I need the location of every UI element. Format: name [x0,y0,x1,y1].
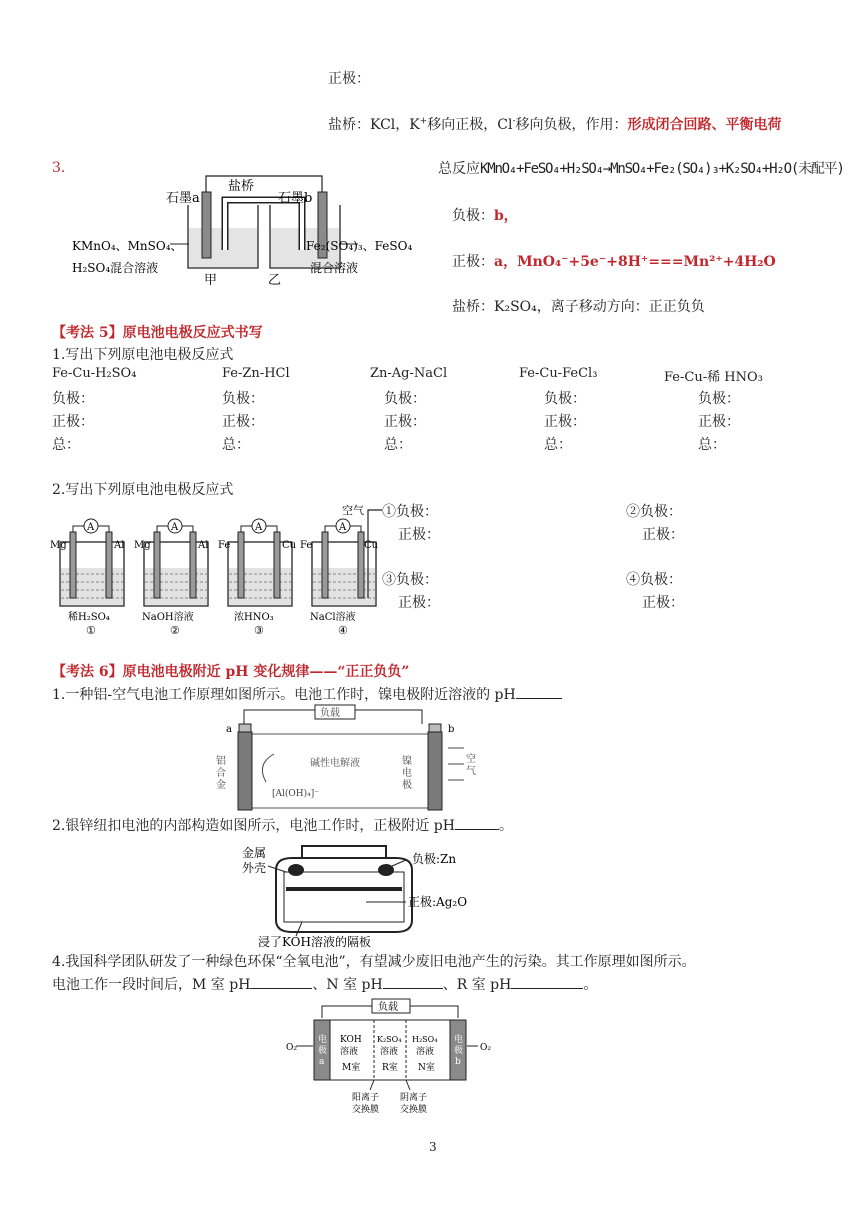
beaker-yi-label: 乙 [268,273,282,288]
svg-text:M室: M室 [342,1063,361,1073]
question-number-3: 3. [52,160,66,176]
salt-bridge-cell-figure [70,170,413,290]
svg-text:碱性电解液: 碱性电解液 [310,758,360,769]
unbalanced-note: (未配平) [790,161,844,177]
salt-bridge-mid: 移向正极，Cl [427,117,513,133]
cell-4-label: Fe-Cu-FeCl₃ [519,366,598,381]
section6-q4-line2: 电池工作一段时间后，M 室 pH 、N 室 pH 、R 室 pH 。 [52,977,598,993]
q3-positive-answer: a，MnO₄⁻+5e⁻+8H⁺===Mn²⁺+4H₂O [494,254,776,270]
svg-text:[Al(OH)₄]⁻: [Al(OH)₄]⁻ [272,789,320,799]
svg-text:镍: 镍 [402,756,412,767]
salt-bridge-function: 形成闭合回路、平衡电荷 [627,117,782,133]
row-neg-2: 负极： [222,391,264,407]
salt-bridge-suffix: 移向负极，作用： [515,117,628,133]
svg-text:交换膜: 交换膜 [400,1105,428,1115]
svg-text:Al: Al [114,540,125,551]
salt-bridge-line: 盐桥：KCl，K+移向正极，Cl-移向负极，作用：形成闭合回路、平衡电荷 [328,116,782,133]
svg-text:外壳: 外壳 [242,861,267,875]
svg-text:K₂SO₄: K₂SO₄ [377,1035,402,1044]
svg-text:极: 极 [318,1046,328,1056]
graphite-a-label: 石墨a [166,191,200,206]
section5-q1-prompt: 1.写出下列原电池电极反应式 [52,347,234,363]
svg-text:O₂: O₂ [480,1043,491,1053]
svg-text:空: 空 [466,754,476,765]
salt-bridge-fig-label: 盐桥 [228,179,255,194]
svg-text:A: A [87,522,95,533]
q3-salt-bridge-line: 盐桥：K₂SO₄，离子移动方向：正正负负 [452,299,705,315]
answer-blank[interactable] [516,686,562,699]
cell-3-label: Zn-Ag-NaCl [370,366,448,381]
answer-blank-m[interactable] [250,976,312,989]
total-reaction-line [438,158,844,178]
row-total-4: 总： [544,437,572,453]
page-number: 3 [429,1140,437,1154]
row-total-3: 总： [384,437,412,453]
row-pos-5: 正极： [698,414,740,430]
row-neg-4: 负极： [544,391,586,407]
row-pos-1: 正极： [52,414,94,430]
svg-text:①: ① [86,624,96,637]
answer-3-pos: 正极： [398,595,440,611]
svg-text:NaCl溶液: NaCl溶液 [310,612,356,623]
section6-q1-text: 1.一种铝-空气电池工作原理如图所示。电池工作时，镍电极附近溶液的 pH [52,687,516,703]
answer-2-neg: ②负极： [626,504,682,520]
svg-text:Cu: Cu [282,540,297,551]
svg-text:极: 极 [454,1046,464,1056]
positive-label-top: 正极： [328,71,370,87]
section5-q2-prompt: 2.写出下列原电池电极反应式 [52,482,234,498]
svg-text:NaOH溶液: NaOH溶液 [142,612,194,623]
svg-text:铝: 铝 [216,756,226,767]
svg-text:负载: 负载 [320,708,340,719]
total-reaction-label: 总反应 [438,161,480,177]
right-solution-line2: 混合溶液 [310,261,359,275]
svg-text:Fe: Fe [300,540,313,551]
section6-q2-line: 2.银锌纽扣电池的内部构造如图所示，电池工作时，正极附近 pH 。 [52,818,513,834]
svg-text:金: 金 [216,780,226,791]
svg-text:H₂SO₄: H₂SO₄ [412,1035,438,1044]
svg-text:金属: 金属 [242,846,267,860]
svg-text:极: 极 [402,780,412,791]
cell-5-label: Fe-Cu-稀 HNO₃ [664,370,763,385]
svg-text:②: ② [170,624,180,637]
q3-positive-label: 正极： [452,254,494,270]
graphite-b-label: 石墨b [278,191,313,206]
svg-text:阴离子: 阴离子 [400,1093,428,1103]
svg-text:Mg: Mg [50,540,67,551]
row-neg-3: 负极： [384,391,426,407]
answer-1-neg: ①负极： [382,504,438,520]
svg-text:电: 电 [402,768,412,779]
svg-text:b: b [455,1057,461,1067]
salt-bridge-prefix: 盐桥：KCl，K [328,117,420,133]
svg-text:O₂: O₂ [286,1043,297,1053]
answer-4-pos: 正极： [642,595,684,611]
answer-1-pos: 正极： [398,527,440,543]
svg-text:A: A [339,522,347,533]
section6-q1-line [52,684,562,704]
al-air-battery-figure [212,704,502,816]
svg-text:溶液: 溶液 [416,1047,435,1057]
q3-negative-line [452,205,518,225]
svg-text:溶液: 溶液 [340,1047,359,1057]
q3-negative-answer: b， [494,208,518,224]
answer-blank[interactable] [455,817,499,830]
answer-4-neg: ④负极： [626,572,682,588]
right-solution-line1: Fe₂(SO₄)₃、FeSO₄ [306,239,413,253]
svg-text:a: a [319,1057,325,1067]
row-pos-3: 正极： [384,414,426,430]
svg-text:合: 合 [216,768,226,779]
svg-text:R室: R室 [382,1063,398,1073]
total-reaction-equation: KMnO₄+FeSO₄+H₂SO₄→MnSO₄+Fe₂(SO₄)₃+K₂SO₄+H₂O [480,161,791,177]
svg-text:浓HNO₃: 浓HNO₃ [234,612,274,623]
cell-2-label: Fe-Zn-HCl [222,366,290,381]
svg-text:A: A [171,522,179,533]
air-label: 空气 [342,504,364,517]
left-solution-line2: H₂SO₄混合溶液 [72,261,159,275]
section6-q2-text: 2.银锌纽扣电池的内部构造如图所示，电池工作时，正极附近 pH [52,818,455,834]
section6-q4-text1: 4.我国科学团队研发了一种绿色环保“全氧电池”，有望减少废旧电池产生的污染。其工作原理如图所示。 [52,954,696,970]
left-solution-line1: KMnO₄、MnSO₄、 [72,239,183,253]
svg-text:稀H₂SO₄: 稀H₂SO₄ [68,612,110,623]
svg-text:b: b [448,724,455,735]
all-oxygen-battery-figure [282,996,502,1120]
svg-text:正极:Ag₂O: 正极:Ag₂O [408,895,468,909]
svg-text:A: A [255,522,263,533]
cell-1-label: Fe-Cu-H₂SO₄ [52,366,137,381]
row-total-5: 总： [698,437,726,453]
svg-text:阳离子: 阳离子 [352,1093,380,1103]
svg-text:KOH: KOH [340,1035,362,1045]
svg-text:气: 气 [466,766,476,777]
svg-text:电: 电 [454,1035,464,1045]
svg-text:交换膜: 交换膜 [352,1105,380,1115]
svg-text:Al: Al [198,540,209,551]
svg-text:④: ④ [338,624,348,637]
q3-negative-label: 负极： [452,208,494,224]
row-total-2: 总： [222,437,250,453]
section6-title: 【考法 6】原电池电极附近 pH 变化规律——“正正负负” [52,664,410,680]
svg-text:③: ③ [254,624,264,637]
button-cell-figure [236,840,486,948]
svg-text:浸了KOH溶液的隔板: 浸了KOH溶液的隔板 [258,935,371,949]
svg-text:Mg: Mg [134,540,151,551]
svg-text:Cu: Cu [364,540,379,551]
row-neg-5: 负极： [698,391,740,407]
svg-text:电: 电 [318,1035,328,1045]
answer-blank-r[interactable] [511,976,583,989]
answer-2-pos: 正极： [642,527,684,543]
svg-text:负载: 负载 [378,1002,398,1013]
svg-text:a: a [226,724,232,735]
svg-text:N室: N室 [418,1063,435,1073]
row-neg-1: 负极： [52,391,94,407]
row-total-1: 总： [52,437,80,453]
q3-positive-line [452,251,776,271]
svg-text:负极:Zn: 负极:Zn [412,852,457,866]
section5-title: 【考法 5】原电池电极反应式书写 [52,325,263,341]
beaker-jia-label: 甲 [204,273,218,288]
four-cells-figure [46,502,379,642]
svg-text:Fe: Fe [218,540,231,551]
row-pos-2: 正极： [222,414,264,430]
svg-text:溶液: 溶液 [380,1047,399,1057]
row-pos-4: 正极： [544,414,586,430]
answer-3-neg: ③负极： [382,572,438,588]
answer-blank-n[interactable] [383,976,443,989]
